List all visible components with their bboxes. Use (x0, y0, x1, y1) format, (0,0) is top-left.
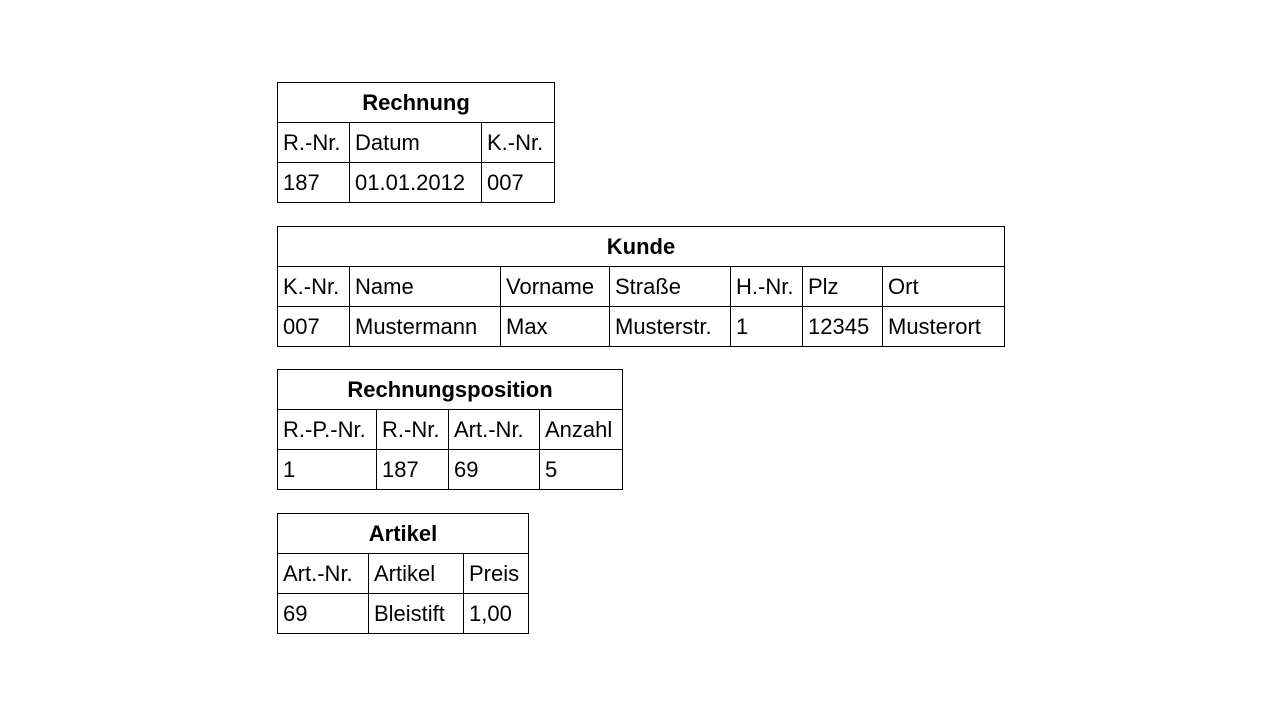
column-header: H.-Nr. (731, 267, 803, 307)
column-header: R.-P.-Nr. (278, 410, 377, 450)
table-cell: 007 (482, 163, 555, 203)
header-row (278, 267, 1005, 307)
table-title-row (278, 370, 623, 410)
table-cell: 01.01.2012 (350, 163, 482, 203)
table-cell: 1 (278, 450, 377, 490)
column-header: K.-Nr. (482, 123, 555, 163)
table-cell: 1,00 (464, 594, 529, 634)
table-cell: 187 (278, 163, 350, 203)
table-title: Rechnungsposition (278, 370, 623, 410)
column-header: Ort (883, 267, 1005, 307)
table-rechnung (277, 82, 555, 203)
table-cell: 187 (377, 450, 449, 490)
column-header: Anzahl (540, 410, 623, 450)
table-title-row (278, 514, 529, 554)
header-row (278, 123, 555, 163)
column-header: Plz (803, 267, 883, 307)
table-row (278, 163, 555, 203)
column-header: Vorname (501, 267, 610, 307)
table-row (278, 594, 529, 634)
column-header: Artikel (369, 554, 464, 594)
table-cell: 12345 (803, 307, 883, 347)
table-cell: Bleistift (369, 594, 464, 634)
column-header: Datum (350, 123, 482, 163)
header-row (278, 554, 529, 594)
table-cell: 69 (278, 594, 369, 634)
table-cell: Musterstr. (610, 307, 731, 347)
table-title: Kunde (278, 227, 1005, 267)
table-row (278, 450, 623, 490)
table-cell: 007 (278, 307, 350, 347)
table-cell: 69 (449, 450, 540, 490)
column-header: R.-Nr. (278, 123, 350, 163)
column-header: Straße (610, 267, 731, 307)
table-kunde (277, 226, 1005, 347)
table-cell: Max (501, 307, 610, 347)
column-header: Preis (464, 554, 529, 594)
column-header: Art.-Nr. (278, 554, 369, 594)
column-header: Art.-Nr. (449, 410, 540, 450)
table-title: Rechnung (278, 83, 555, 123)
table-title-row (278, 227, 1005, 267)
column-header: R.-Nr. (377, 410, 449, 450)
table-cell: Musterort (883, 307, 1005, 347)
table-rechnungsposition (277, 369, 623, 490)
column-header: Name (350, 267, 501, 307)
header-row (278, 410, 623, 450)
table-cell: Mustermann (350, 307, 501, 347)
column-header: K.-Nr. (278, 267, 350, 307)
table-cell: 1 (731, 307, 803, 347)
table-cell: 5 (540, 450, 623, 490)
table-title: Artikel (278, 514, 529, 554)
table-row (278, 307, 1005, 347)
table-artikel (277, 513, 529, 634)
table-title-row (278, 83, 555, 123)
